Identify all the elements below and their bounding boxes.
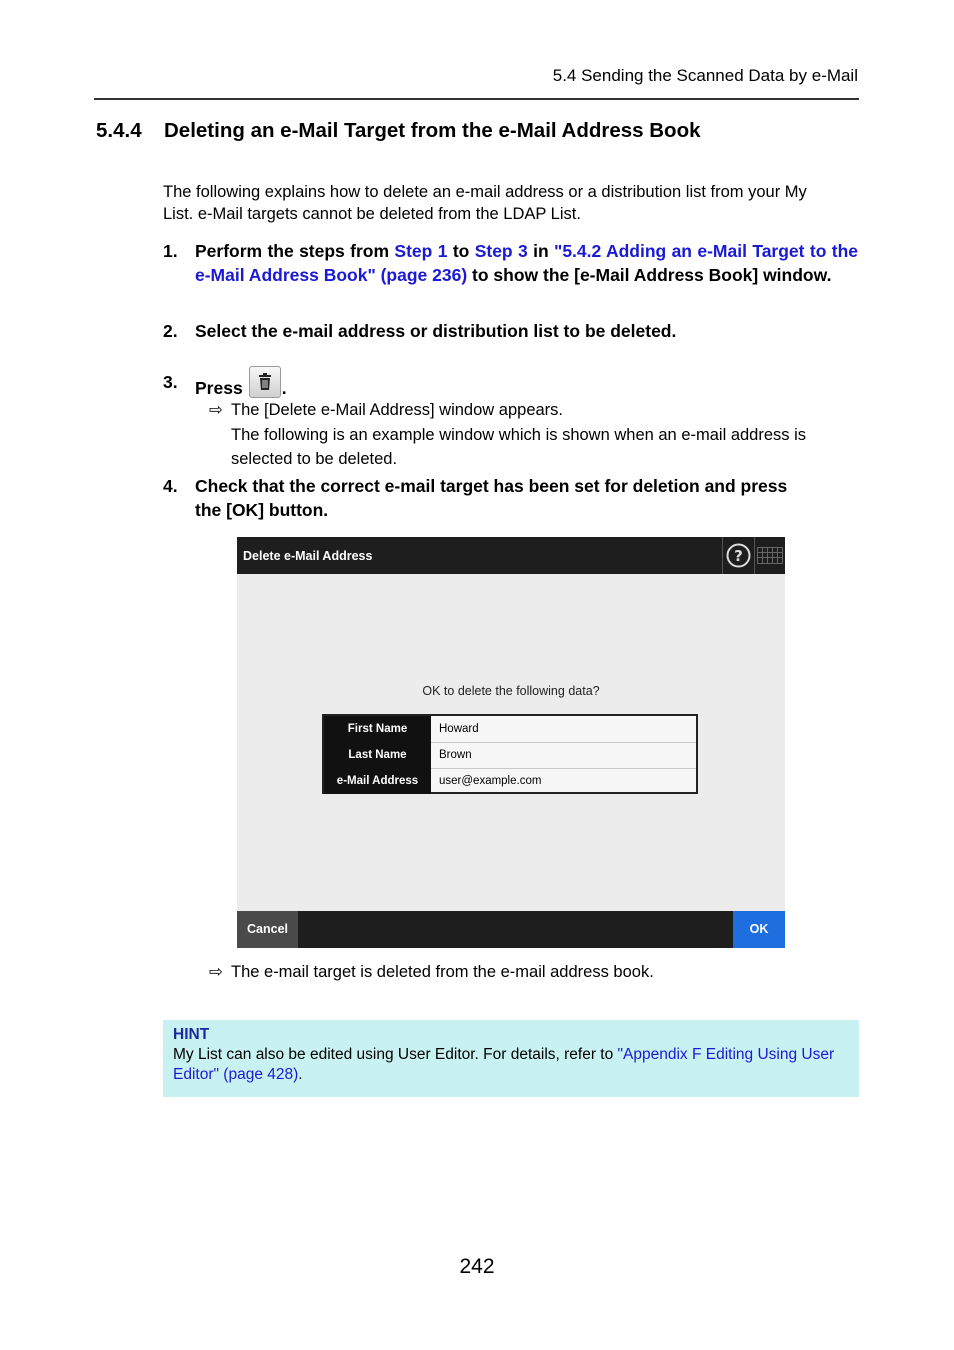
table-row bbox=[324, 742, 696, 769]
link-appendix-f[interactable]: "Appendix F Editing Using User Editor" (page 428) bbox=[173, 1046, 835, 1083]
section-title: Deleting an e-Mail Target from the e-Mail Address Book bbox=[164, 119, 701, 142]
svg-text:?: ? bbox=[734, 547, 743, 565]
delete-email-dialog bbox=[237, 537, 785, 948]
step-4 bbox=[163, 474, 858, 522]
link-step-3[interactable]: Step 3 bbox=[474, 241, 528, 261]
step-1 bbox=[163, 239, 858, 287]
dialog-title: Delete e-Mail Address bbox=[243, 549, 373, 563]
row-label: e-Mail Address bbox=[324, 768, 431, 794]
dialog-button-bar bbox=[237, 911, 785, 948]
confirm-message: OK to delete the following data? bbox=[422, 684, 600, 698]
dialog-title-bar bbox=[237, 537, 785, 574]
section-heading bbox=[96, 119, 701, 143]
ok-button[interactable]: OK bbox=[733, 911, 785, 948]
row-label: Last Name bbox=[324, 742, 431, 768]
row-label: First Name bbox=[324, 716, 431, 742]
help-icon bbox=[723, 537, 754, 574]
hint-box bbox=[163, 1020, 859, 1097]
step-text: Perform the steps from Step 1 to Step 3 in "5.4.2 Adding an e-Mail Target to the e-Mail Address Book" (page 236) to show the [e-Mail Address Book] window. bbox=[195, 241, 858, 285]
step-number: 1. bbox=[163, 241, 178, 261]
step-3: 3. Press . bbox=[163, 366, 858, 400]
page-number: 242 bbox=[459, 1255, 495, 1278]
step-2 bbox=[163, 319, 858, 343]
step-number: 2. bbox=[163, 321, 178, 341]
intro-paragraph bbox=[163, 181, 858, 225]
step-text: Check that the correct e-mail target has been set for deletion and press the [OK] button. bbox=[195, 476, 788, 520]
help-button[interactable] bbox=[722, 537, 755, 574]
target-details-table bbox=[322, 714, 698, 794]
step-3-result: ⇨ The [Delete e-Mail Address] window appears. bbox=[209, 398, 563, 422]
table-row bbox=[324, 716, 696, 743]
step-4-result: ⇨ The e-mail target is deleted from the e-mail address book. bbox=[209, 960, 654, 984]
row-value: Brown bbox=[439, 749, 472, 761]
step-3-note: The following is an example window which is shown when an e-mail address is selected to be deleted. bbox=[231, 426, 807, 468]
table-row bbox=[324, 768, 696, 794]
step-text: Press bbox=[195, 378, 243, 398]
header-divider bbox=[94, 98, 859, 100]
running-header: 5.4 Sending the Scanned Data by e-Mail bbox=[552, 66, 858, 85]
hint-title: HINT bbox=[173, 1026, 210, 1043]
keyboard-button[interactable] bbox=[754, 537, 785, 574]
link-step-1[interactable]: Step 1 bbox=[394, 241, 448, 261]
intro-line: The following explains how to delete an e-mail address or a distribution list from your My bbox=[163, 183, 807, 201]
step-text: Select the e-mail address or distribution list to be deleted. bbox=[195, 321, 677, 341]
cancel-button[interactable]: Cancel bbox=[237, 911, 298, 948]
result-arrow-icon: ⇨ bbox=[209, 963, 223, 981]
row-value: user@example.com bbox=[439, 775, 542, 787]
intro-line: List. e-Mail targets cannot be deleted from the LDAP List. bbox=[163, 205, 581, 223]
keyboard-icon bbox=[754, 537, 785, 574]
hint-text: My List can also be edited using User Editor. For details, refer to "Appendix F Editing Using User Editor" (page 428). bbox=[173, 1046, 835, 1083]
row-value: Howard bbox=[439, 723, 479, 735]
link-adding-email-target[interactable]: "5.4.2 Adding an e-Mail Target to the e-Mail Address Book" (page 236) bbox=[195, 241, 858, 285]
step-number: 4. bbox=[163, 476, 178, 496]
result-arrow-icon: ⇨ bbox=[209, 401, 223, 419]
section-number: 5.4.4 bbox=[96, 119, 142, 142]
trash-icon bbox=[249, 366, 281, 398]
step-number: 3. bbox=[163, 372, 178, 392]
